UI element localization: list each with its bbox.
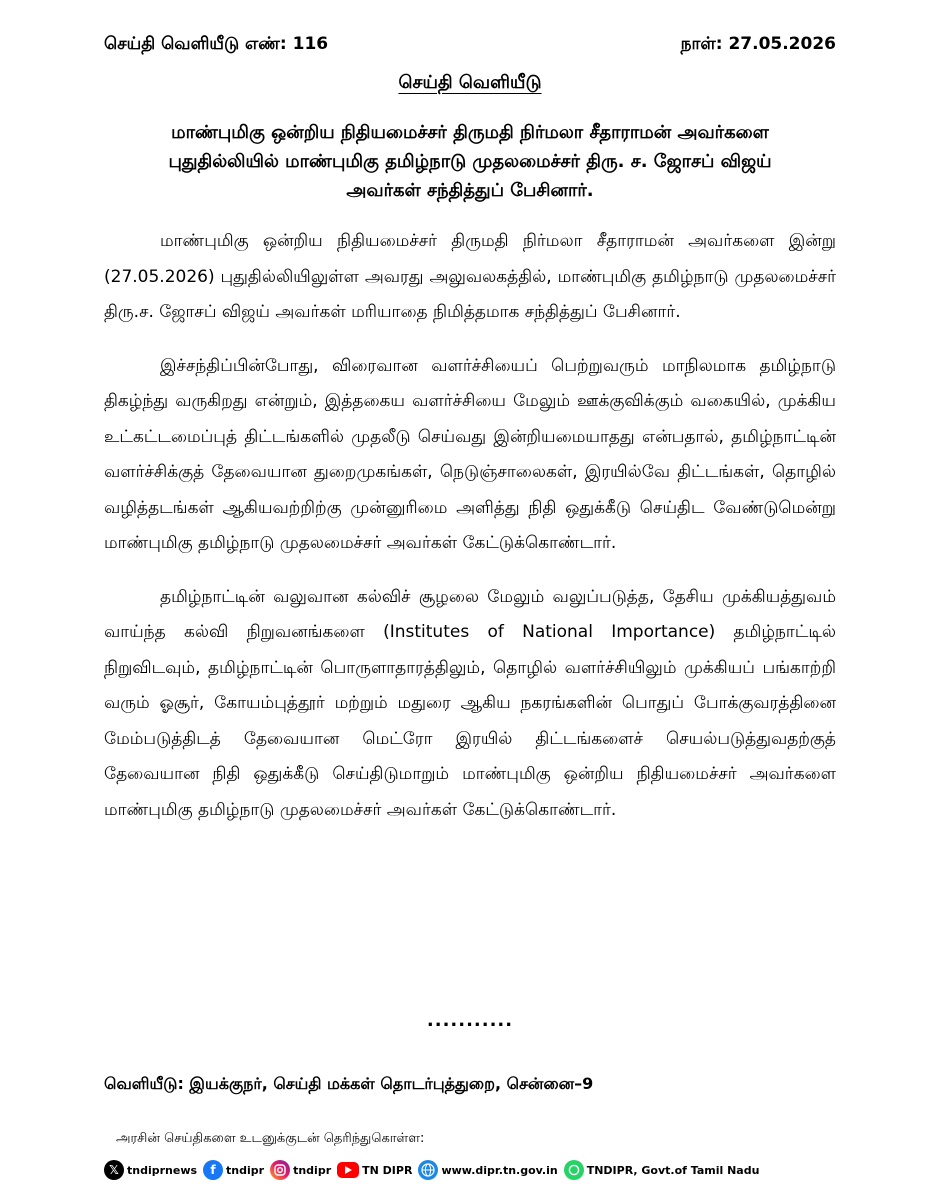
document-title: செய்தி வெளியீடு: [398, 72, 542, 93]
whatsapp-icon: [564, 1160, 584, 1180]
social-bar: [104, 1155, 874, 1185]
paragraph: தமிழ்நாட்டின் வலுவான கல்விச் சூழலை மேலும் வலுப்படுத்த, தேசிய முக்கியத்துவம் வாய்ந்த கல்வி நிறுவனங்களை (Institutes of National Importance) தமிழ்நாட்டில் நிறுவிடவும், தமிழ்நாட்டின் பொருளாதாரத்திலும், தொழில் வளர்ச்சியிலும் முக்கியப் பங்காற்றி வரும் ஓசூர், கோயம்புத்தூர் மற்றும் மதுரை ஆகிய நகரங்களின் பொதுப் போக்குவரத்தினை மேம்படுத்திடத் தேவையான மெட்ரோ இரயில் திட்டங்களைச் செயல்படுத்துவதற்குத் தேவையான நிதி ஒதுக்கீடு செய்திடுமாறும் மாண்புமிகு ஒன்றிய நிதியமைச்சர் அவர்களை மாண்புமிகு தமிழ்நாடு முதலமைச்சர் அவர்கள் கேட்டுக்கொண்டார்.: [104, 586, 836, 820]
youtube-icon: [337, 1162, 359, 1178]
headline-line: புதுதில்லியில் மாண்புமிகு தமிழ்நாடு முதலமைச்சர் திரு. ச. ஜோசப் விஜய்: [168, 151, 772, 172]
x-icon: 𝕏: [104, 1160, 124, 1180]
instagram-icon: [270, 1160, 290, 1180]
follow-text: அரசின் செய்திகளை உடனுக்குடன் தெரிந்துகொள்ள:: [116, 1131, 425, 1146]
social-youtube[interactable]: [337, 1162, 412, 1178]
paragraph: மாண்புமிகு ஒன்றிய நிதியமைச்சர் திருமதி நிர்மலா சீதாராமன் அவர்களை இன்று (27.05.2026) புதுதில்லியிலுள்ள அவரது அலுவலகத்தில், மாண்புமிகு தமிழ்நாடு முதலமைச்சர் திரு.ச. ஜோசப் விஜய் அவர்கள் மரியாதை நிமித்தமாக சந்தித்துப் பேசினார்.: [104, 231, 836, 322]
x-handle: tndiprnews: [127, 1163, 198, 1177]
facebook-handle: tndipr: [226, 1163, 265, 1177]
whatsapp-handle: TNDIPR, Govt.of Tamil Nadu: [586, 1163, 760, 1177]
document-title-wrapper: [0, 72, 940, 95]
youtube-handle: TN DIPR: [362, 1163, 413, 1177]
instagram-handle: tndipr: [293, 1163, 332, 1177]
social-instagram[interactable]: [270, 1160, 331, 1180]
body-text: [104, 224, 836, 846]
website-url: www.dipr.tn.gov.in: [441, 1163, 558, 1177]
separator: ...........: [426, 1010, 514, 1031]
release-by: வெளியீடு: இயக்குநர், செய்தி மக்கள் தொடர்புத்துறை, சென்னை–9: [104, 1074, 594, 1093]
social-x[interactable]: [104, 1160, 197, 1180]
globe-icon: [418, 1160, 438, 1180]
headline-line: அவர்கள் சந்தித்துப் பேசினார்.: [346, 180, 594, 201]
headline: [104, 118, 836, 205]
document-meta: [104, 34, 836, 58]
paragraph: இச்சந்திப்பின்போது, விரைவான வளர்ச்சியைப் பெற்றுவரும் மாநிலமாக தமிழ்நாடு திகழ்ந்து வருகிறது என்றும், இத்தகைய வளர்ச்சியை மேலும் ஊக்குவிக்கும் வகையில், முக்கிய உட்கட்டமைப்புத் திட்டங்களில் முதலீடு செய்வது இன்றியமையாதது என்பதால், தமிழ்நாட்டின் வளர்ச்சிக்குத் தேவையான துறைமுகங்கள், நெடுஞ்சாலைகள், இரயில்வே திட்டங்கள், தொழில் வழித்தடங்கள் ஆகியவற்றிற்கு முன்னுரிமை அளித்து நிதி ஒதுக்கீடு செய்திட வேண்டுமென்று மாண்புமிகு தமிழ்நாடு முதலமைச்சர் அவர்கள் கேட்டுக்கொண்டார்.: [104, 355, 836, 553]
release-number: செய்தி வெளியீடு எண்: 116: [104, 34, 329, 54]
release-date: நாள்: 27.05.2026: [680, 34, 836, 54]
headline-line: மாண்புமிகு ஒன்றிய நிதியமைச்சர் திருமதி நிர்மலா சீதாராமன் அவர்களை: [171, 122, 769, 143]
facebook-icon: f: [203, 1160, 223, 1180]
social-whatsapp[interactable]: [564, 1160, 760, 1180]
social-facebook[interactable]: [203, 1160, 264, 1180]
social-website[interactable]: [418, 1160, 557, 1180]
